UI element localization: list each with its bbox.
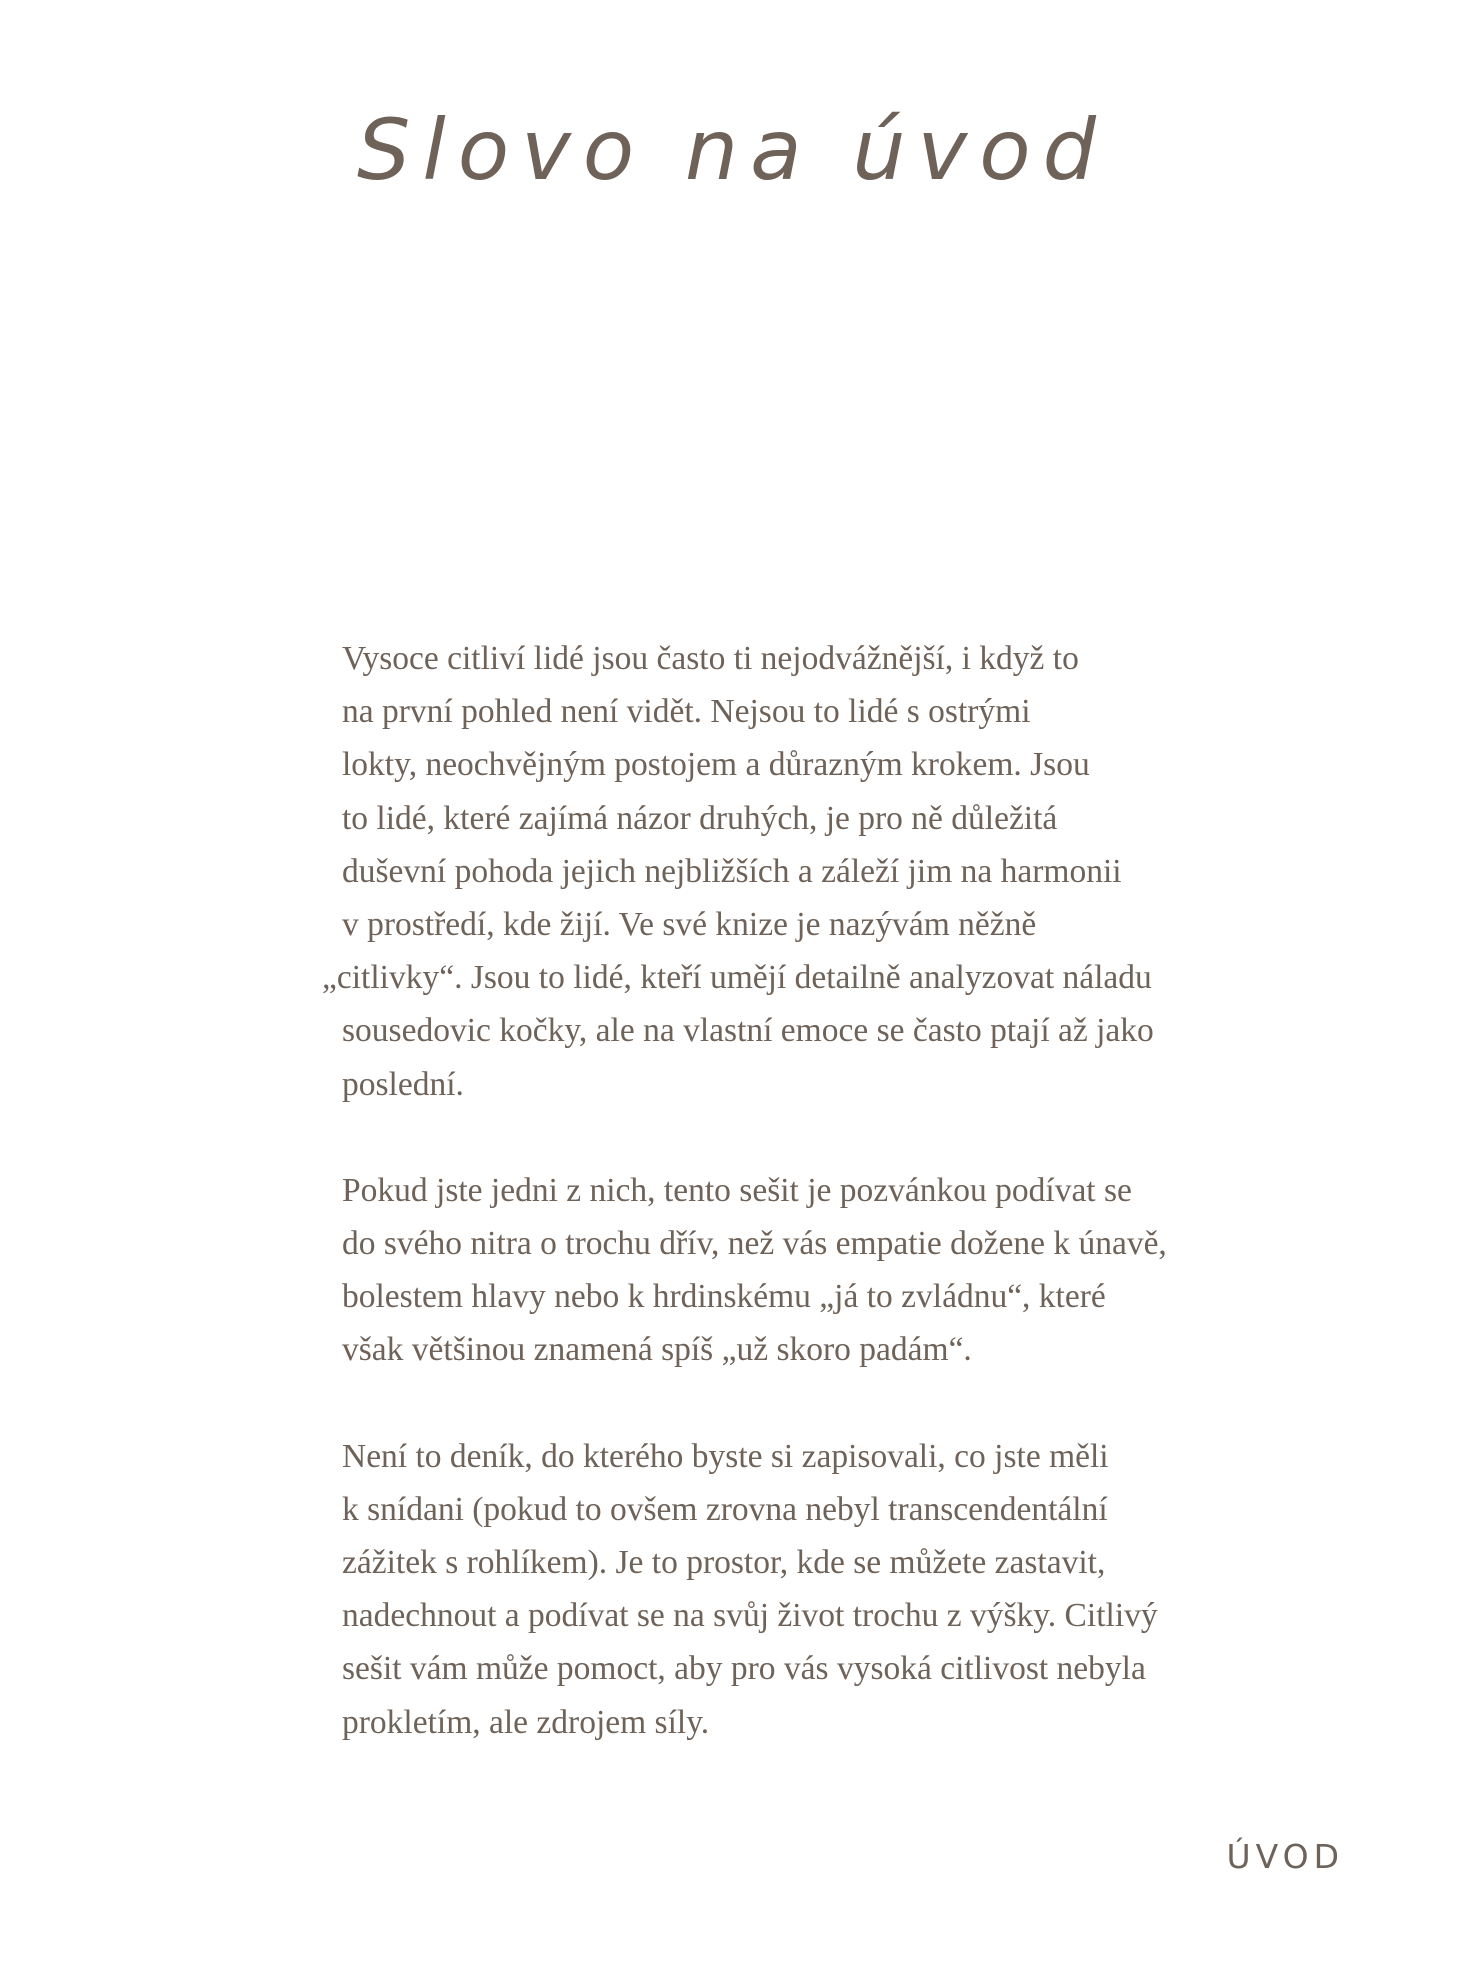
text-line: v prostředí, kde žijí. Ve své knize je nazývám něžně — [342, 906, 1037, 944]
text-line: bolestem hlavy nebo k hrdinskému „já to zvládnu“, které — [342, 1278, 1106, 1316]
text-line: však většinou znamená spíš „už skoro padám“. — [342, 1331, 972, 1369]
text-line: „citlivky“. Jsou to lidé, kteří umějí detailně analyzovat náladu — [322, 959, 1152, 997]
page-title: Slovo na úvod — [357, 101, 1108, 199]
paragraph-2 — [342, 1164, 1352, 1377]
text-line: na první pohled není vidět. Nejsou to lidé s ostrými — [342, 693, 1031, 731]
text-line: duševní pohoda jejich nejbližších a záleží jim na harmonii — [342, 852, 1122, 890]
text-line: sousedovic kočky, ale na vlastní emoce se často ptají až jako — [342, 1012, 1154, 1050]
paragraph-spacer — [342, 1377, 1352, 1430]
text-line: nadechnout a podívat se na svůj život trochu z výšky. Citlivý — [342, 1597, 1158, 1635]
paragraph-3 — [342, 1430, 1352, 1749]
intro-text — [322, 632, 1352, 1749]
section-label: ÚVOD — [1226, 1837, 1344, 1876]
text-line: lokty, neochvějným postojem a důrazným krokem. Jsou — [342, 746, 1090, 784]
text-line: zážitek s rohlíkem). Je to prostor, kde se můžete zastavit, — [342, 1544, 1106, 1582]
text-line: Není to deník, do kterého byste si zapisovali, co jste měli — [342, 1437, 1109, 1475]
text-line: poslední. — [342, 1065, 464, 1103]
text-line: Pokud jste jedni z nich, tento sešit je pozvánkou podívat se — [342, 1171, 1132, 1209]
paragraph-1 — [322, 632, 1352, 1111]
text-line: prokletím, ale zdrojem síly. — [342, 1703, 710, 1741]
text-line: do svého nitra o trochu dřív, než vás empatie dožene k únavě, — [342, 1225, 1167, 1263]
text-line: sešit vám může pomoct, aby pro vás vysoká citlivost nebyla — [342, 1650, 1146, 1688]
text-line: Vysoce citliví lidé jsou často ti nejodvážnější, i když to — [342, 640, 1079, 677]
paragraph-spacer — [342, 1111, 1352, 1164]
text-line: k snídani (pokud to ovšem zrovna nebyl transcendentální — [342, 1490, 1108, 1528]
text-line: to lidé, které zajímá názor druhých, je pro ně důležitá — [342, 799, 1058, 837]
